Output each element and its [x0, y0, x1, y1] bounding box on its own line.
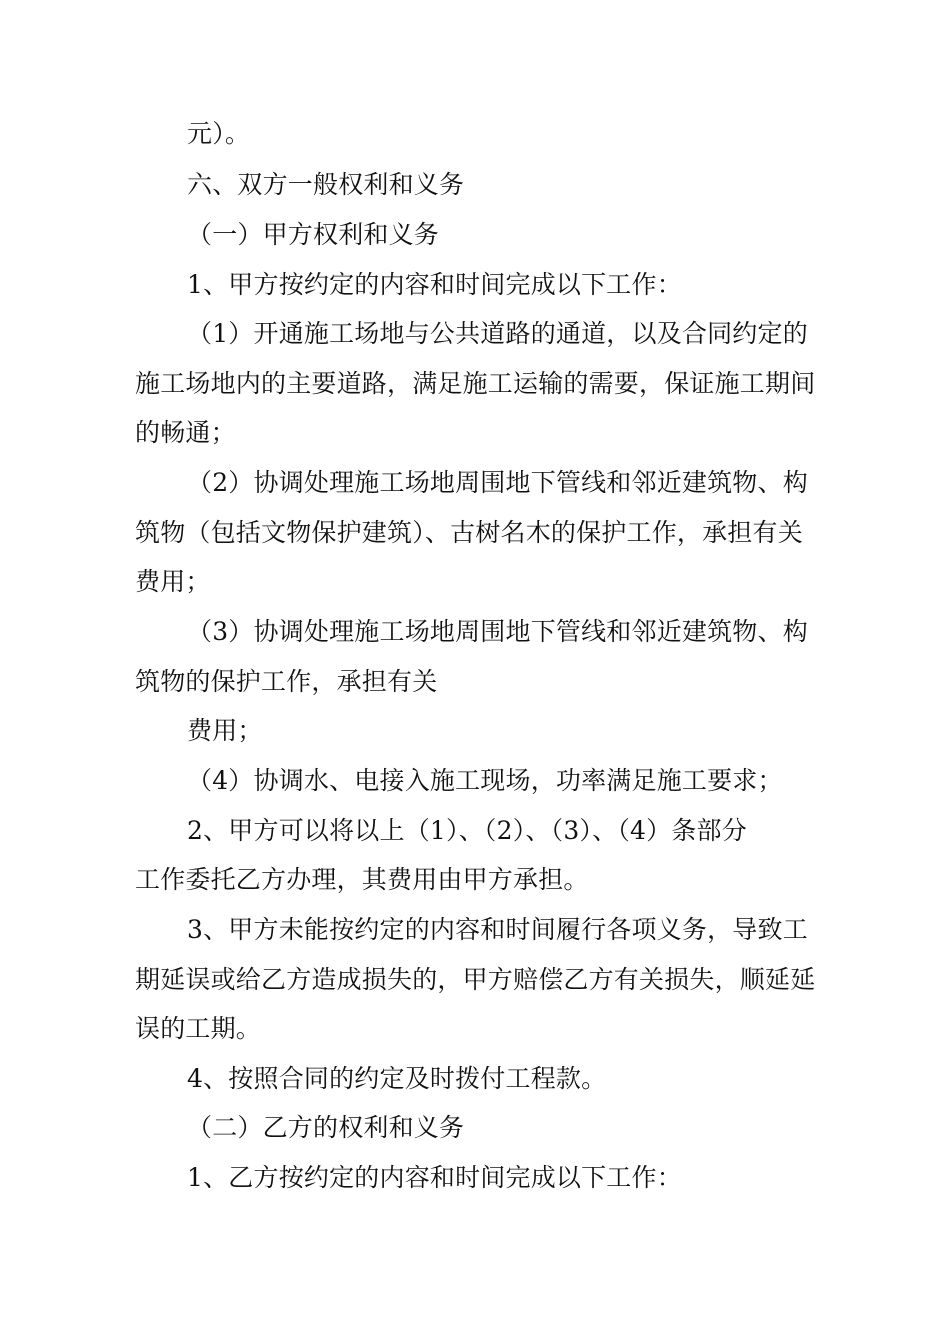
- text-line: 误的工期。: [135, 1014, 262, 1043]
- text-line: （4）协调水、电接入施工现场，功率满足施工要求；: [187, 766, 783, 795]
- text-line: 工作委托乙方办理，其费用由甲方承担。: [135, 865, 589, 894]
- subsection-heading: （一）甲方权利和义务: [187, 220, 440, 249]
- text-line: 4、按照合同的约定及时拨付工程款。: [187, 1064, 607, 1093]
- text-line: 3、甲方未能按约定的内容和时间履行各项义务，导致工: [187, 915, 808, 944]
- text-line: 元）。: [187, 119, 251, 148]
- text-line: （1）开通施工场地与公共道路的通道，以及合同约定的: [187, 319, 808, 348]
- text-line: 2、甲方可以将以上（1）、（2）、（3）、（4）条部分: [187, 816, 747, 845]
- text-line: 期延误或给乙方造成损失的，甲方赔偿乙方有关损失，顺延延: [135, 965, 816, 994]
- text-line: 1、乙方按约定的内容和时间完成以下工作：: [187, 1163, 682, 1192]
- text-line: （3）协调处理施工场地周围地下管线和邻近建筑物、构: [187, 617, 808, 646]
- text-line: （2）协调处理施工场地周围地下管线和邻近建筑物、构: [187, 468, 808, 497]
- text-line: 筑物（包括文物保护建筑）、古树名木的保护工作，承担有关: [135, 518, 803, 547]
- subsection-heading: （二）乙方的权利和义务: [187, 1113, 465, 1142]
- text-line: 1、甲方按约定的内容和时间完成以下工作：: [187, 270, 682, 299]
- section-heading: 六、双方一般权利和义务: [187, 170, 465, 199]
- text-line: 筑物的保护工作，承担有关: [135, 667, 438, 696]
- text-line: 的畅通；: [135, 418, 236, 447]
- text-line: 施工场地内的主要道路，满足施工运输的需要，保证施工期间: [135, 369, 816, 398]
- text-line: 费用；: [187, 716, 263, 745]
- text-line: 费用；: [135, 567, 211, 596]
